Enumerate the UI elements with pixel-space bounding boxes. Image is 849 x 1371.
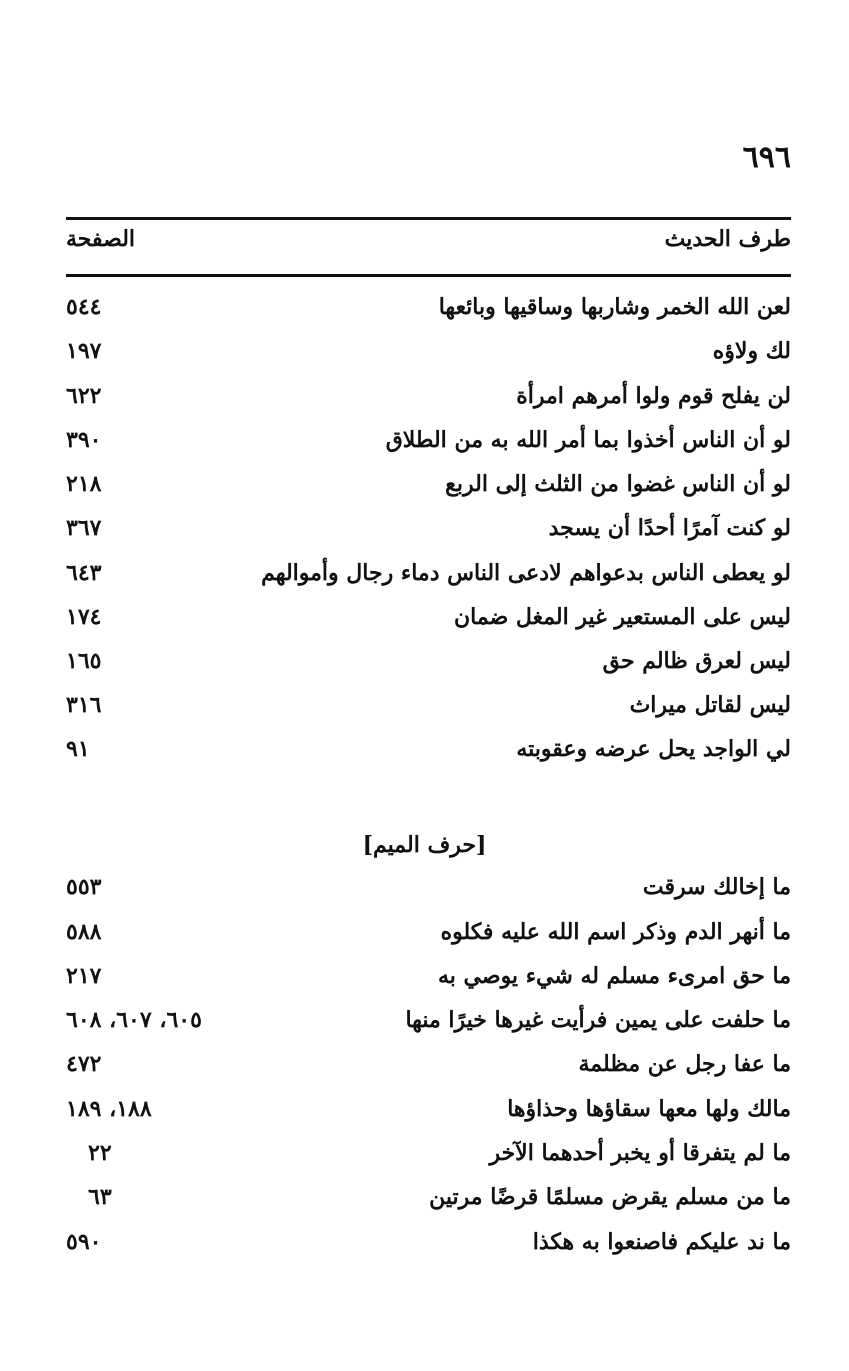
table-row (66, 294, 791, 334)
table-row (66, 874, 791, 914)
page-ref: ٣٦٧ (66, 515, 102, 541)
table-row (66, 1140, 791, 1180)
table-row (66, 560, 791, 600)
page-ref: ٢١٧ (66, 963, 102, 989)
page-ref: ٤٧٢ (66, 1051, 102, 1077)
page-ref: ٥٤٤ (66, 294, 102, 320)
page-ref: ٦٢٢ (66, 383, 102, 409)
header-hadith: طرف الحديث (664, 226, 791, 252)
table-row (66, 338, 791, 378)
table-row (66, 736, 791, 776)
page-ref: ١٧٤ (66, 604, 102, 630)
table-row (66, 471, 791, 511)
table-row (66, 1096, 791, 1136)
hadith-text: ما حق امرىء مسلم له شيء يوصي به (437, 963, 791, 989)
table-row (66, 427, 791, 467)
page-ref: ٥٨٨ (66, 919, 102, 945)
hadith-text: لعن الله الخمر وشاربها وساقيها وبائعها (438, 294, 791, 320)
page-ref: ٩١ (66, 736, 90, 762)
table-row (66, 692, 791, 732)
hadith-text: ما لم يتفرقا أو يخبر أحدهما الآخر (489, 1140, 791, 1166)
header-rule (66, 274, 791, 277)
page-ref: ٦٤٣ (66, 560, 102, 586)
section-heading: [حرف الميم] (362, 832, 487, 858)
page-ref: ٥٩٠ (66, 1229, 102, 1255)
hadith-text: لي الواجد يحل عرضه وعقوبته (516, 736, 791, 762)
header-page: الصفحة (66, 226, 136, 252)
page-ref: ١٨٨، ١٨٩ (66, 1096, 152, 1122)
table-row (66, 963, 791, 1003)
table-row (66, 383, 791, 423)
page-ref: ٣١٦ (66, 692, 102, 718)
page-ref: ٣٩٠ (66, 427, 102, 453)
page-ref: ١٩٧ (66, 338, 102, 364)
hadith-text: ليس على المستعير غير المغل ضمان (454, 604, 791, 630)
hadith-text: لك ولاؤه (712, 338, 791, 364)
table-row (66, 1051, 791, 1091)
page-ref: ٢١٨ (66, 471, 102, 497)
table-row (66, 1184, 791, 1224)
page-ref: ٦٠٥، ٦٠٧، ٦٠٨ (66, 1007, 202, 1033)
hadith-text: لو أن الناس أخذوا بما أمر الله به من الطلاق (385, 427, 791, 453)
page-ref: ٥٥٣ (66, 874, 102, 900)
hadith-text: ما حلفت على يمين فرأيت غيرها خيرًا منها (405, 1007, 791, 1033)
hadith-text: ما إخالك سرقت (642, 874, 791, 900)
hadith-text: ما أنهر الدم وذكر اسم الله عليه فكلوه (440, 919, 791, 945)
hadith-text: ليس لقاتل ميراث (629, 692, 791, 718)
table-row (66, 648, 791, 688)
hadith-text: ما عفا رجل عن مظلمة (578, 1051, 791, 1077)
page-ref: ٦٣ (88, 1184, 112, 1210)
table-row (66, 1229, 791, 1269)
hadith-text: ما من مسلم يقرض مسلمًا قرضًا مرتين (429, 1184, 791, 1210)
hadith-text: مالك ولها معها سقاؤها وحذاؤها (507, 1096, 791, 1122)
table-row (66, 515, 791, 555)
hadith-text: لو كنت آمرًا أحدًا أن يسجد (548, 515, 791, 541)
page-number: ٦٩٦ (742, 140, 791, 175)
hadith-text: لو أن الناس غضوا من الثلث إلى الربع (445, 471, 791, 497)
hadith-text: ليس لعرق ظالم حق (602, 648, 791, 674)
table-row (66, 604, 791, 644)
table-header (66, 226, 791, 262)
page-ref: ١٦٥ (66, 648, 102, 674)
hadith-text: لو يعطى الناس بدعواهم لادعى الناس دماء رجال وأموالهم (261, 560, 791, 586)
page-ref: ٢٢ (88, 1140, 112, 1166)
hadith-text: لن يفلح قوم ولوا أمرهم امرأة (516, 383, 791, 409)
table-row (66, 1007, 791, 1047)
top-rule (66, 217, 791, 220)
hadith-text: ما ند عليكم فاصنعوا به هكذا (532, 1229, 791, 1255)
table-row (66, 919, 791, 959)
